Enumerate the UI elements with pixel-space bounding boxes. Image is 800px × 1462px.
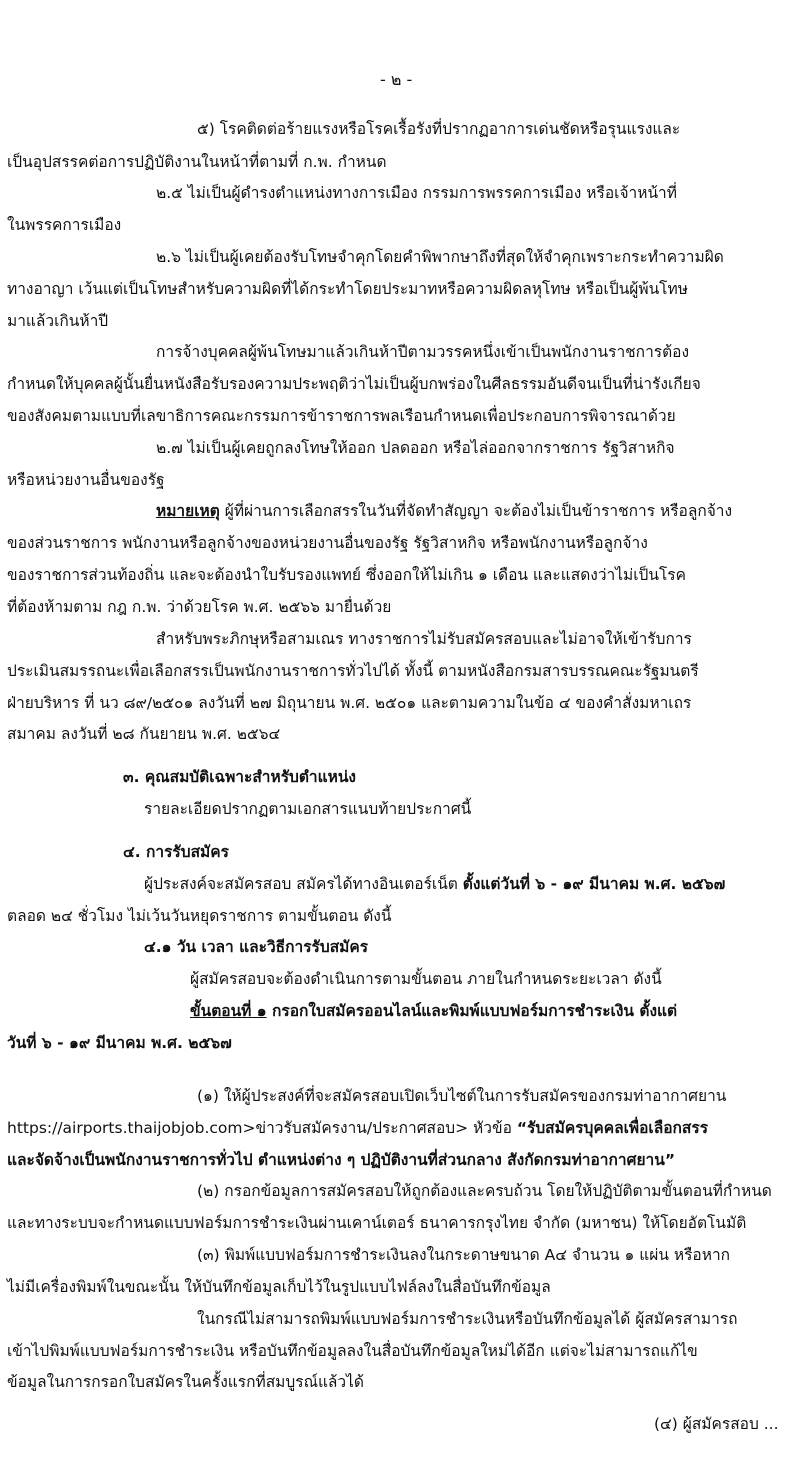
note-text: ผู้ที่ผ่านการเลือกสรรในวันที่จัดทำสัญญา จะต้องไม่เป็นข้าราชการ หรือลูกจ้าง	[219, 502, 733, 520]
topic-title: “รับสมัครบุคคลเพื่อเลือกสรร	[516, 1119, 709, 1137]
qual-line: เป็นอุปสรรคต่อการปฏิบัติงานในหน้าที่ตามที่ ก.พ. กำหนด	[7, 153, 387, 171]
section-4-line	[144, 874, 725, 894]
subsection-4-1-title: ๔.๑ วัน เวลา และวิธีการรับสมัคร	[144, 938, 369, 956]
hire-line: ของสังคมตามแบบที่เลขาธิการคณะกรรมการข้าราชการพลเรือนกำหนดเพื่อประกอบการพิจารณาด้วย	[7, 407, 676, 425]
website-url: https://airports.thaijobjob.com>ข่าวรับสมัครงาน/ประกาศสอบ> หัวข้อ	[7, 1119, 517, 1137]
monk-line: ประเมินสมรรถนะเพื่อเลือกสรรเป็นพนักงานราชการทั่วไปได้ ทั้งนี้ ตามหนังสือกรมสารบรรณคณะรัฐมนตรี	[7, 662, 699, 680]
step-item-3-line: ไม่มีเครื่องพิมพ์ในขณะนั้น ให้บันทึกข้อมูลเก็บไว้ในรูปแบบไฟล์ลงในสื่อบันทึกข้อมูล	[7, 1278, 551, 1296]
step-item-2: (๒) กรอกข้อมูลการสมัครสอบให้ถูกต้องและครบถ้วน โดยให้ปฏิบัติตามขั้นตอนที่กำหนด	[197, 1182, 772, 1200]
step-1-label: ขั้นตอนที่ ๑	[190, 1002, 267, 1020]
qual-2-5: ๒.๕ ไม่เป็นผู้ดำรงตำแหน่งทางการเมือง กรรมการพรรคการเมือง หรือเจ้าหน้าที่	[156, 184, 677, 202]
section-4-title: ๔. การรับสมัคร	[123, 843, 229, 861]
hire-paragraph: การจ้างบุคคลผู้พ้นโทษมาแล้วเกินห้าปีตามวรรคหนึ่งเข้าเป็นพนักงานราชการต้อง	[156, 343, 690, 361]
step-item-1: (๑) ให้ผู้ประสงค์ที่จะสมัครสอบเปิดเว็บไซต์ในการรับสมัครของกรมท่าอากาศยาน	[197, 1087, 727, 1105]
qual-line: ในพรรคการเมือง	[7, 216, 122, 234]
qual-line: หรือหน่วยงานอื่นของรัฐ	[7, 471, 165, 489]
note-line: ที่ต้องห้ามตาม กฎ ก.พ. ว่าด้วยโรค พ.ศ. ๒๕๖๖ มายื่นด้วย	[7, 598, 392, 616]
qual-2-6: ๒.๖ ไม่เป็นผู้เคยต้องรับโทษจำคุกโดยคำพิพากษาถึงที่สุดให้จำคุกเพราะกระทำความผิด	[156, 248, 724, 266]
monk-line: สมาคม ลงวันที่ ๒๘ กันยายน พ.ศ. ๒๕๖๔	[7, 725, 281, 743]
section-4-line: ตลอด ๒๔ ชั่วโมง ไม่เว้นวันหยุดราชการ ตามขั้นตอน ดังนี้	[7, 907, 392, 925]
hire-line: กำหนดให้บุคคลผู้นั้นยื่นหนังสือรับรองความประพฤติว่าไม่เป็นผู้บกพร่องในศีลธรรมอันดีจนเป็นที่น่ารังเกียจ	[7, 375, 701, 393]
step-1-text: กรอกใบสมัครออนไลน์และพิมพ์แบบฟอร์มการชำระเงิน ตั้งแต่	[266, 1002, 678, 1020]
section-3-title: ๓. คุณสมบัติเฉพาะสำหรับตำแหน่ง	[123, 768, 356, 786]
monk-line: ฝ่ายบริหาร ที่ นว ๘๙/๒๕๐๑ ลงวันที่ ๒๗ มิถุนายน พ.ศ. ๒๕๐๑ และตามความในข้อ ๔ ของคำสั่งมหาเถร	[7, 694, 692, 712]
page-number: - ๒ -	[380, 70, 413, 89]
step-note: ในกรณีไม่สามารถพิมพ์แบบฟอร์มการชำระเงินหรือบันทึกข้อมูลได้ ผู้สมัครสามารถ	[197, 1310, 738, 1328]
step-note-line: เข้าไปพิมพ์แบบฟอร์มการชำระเงิน หรือบันทึกข้อมูลลงในสื่อบันทึกข้อมูลใหม่ได้อีก แต่จะไม่สามารถแก้ไข	[7, 1342, 698, 1360]
step-1-line	[190, 1001, 677, 1021]
step-1-date: วันที่ ๖ - ๑๙ มีนาคม พ.ศ. ๒๕๖๗	[7, 1034, 232, 1052]
apply-text: ผู้ประสงค์จะสมัครสอบ สมัครได้ทางอินเตอร์เน็ต	[144, 875, 463, 893]
note-line: ของส่วนราชการ พนักงานหรือลูกจ้างของหน่วยงานอื่นของรัฐ รัฐวิสาหกิจ หรือพนักงานหรือลูกจ้าง	[7, 534, 648, 552]
subsection-4-1-body: ผู้สมัครสอบจะต้องดำเนินการตามขั้นตอน ภายในกำหนดระยะเวลา ดังนี้	[190, 970, 662, 988]
step-item-3: (๓) พิมพ์แบบฟอร์มการชำระเงินลงในกระดาษขนาด A๔ จำนวน ๑ แผ่น หรือหาก	[197, 1246, 731, 1264]
step-item-1-line	[7, 1118, 708, 1138]
note-line: ของราชการส่วนท้องถิ่น และจะต้องนำใบรับรองแพทย์ ซึ่งออกให้ไม่เกิน ๑ เดือน และแสดงว่าไม่เป็นโรค	[7, 566, 686, 584]
continuation: (๔) ผู้สมัครสอบ ...	[654, 1415, 779, 1433]
step-item-2-line: และทางระบบจะกำหนดแบบฟอร์มการชำระเงินผ่านเคาน์เตอร์ ธนาคารกรุงไทย จำกัด (มหาชน) ให้โดยอัตโนมัติ	[7, 1214, 747, 1232]
note-line	[156, 501, 732, 521]
qual-line: มาแล้วเกินห้าปี	[7, 312, 109, 330]
qual-line: ๕) โรคติดต่อร้ายแรงหรือโรคเรื้อรังที่ปรากฏอาการเด่นชัดหรือรุนแรงและ	[197, 120, 681, 138]
step-note-line: ข้อมูลในการกรอกใบสมัครในครั้งแรกที่สมบูรณ์แล้วได้	[7, 1373, 364, 1391]
section-3-body: รายละเอียดปรากฏตามเอกสารแนบท้ายประกาศนี้	[144, 800, 472, 818]
apply-dates: ตั้งแต่วันที่ ๖ - ๑๙ มีนาคม พ.ศ. ๒๕๖๗	[462, 875, 726, 893]
monk-paragraph: สำหรับพระภิกษุหรือสามเณร ทางราชการไม่รับสมัครสอบและไม่อาจให้เข้ารับการ	[156, 630, 692, 648]
note-label: หมายเหตุ	[156, 502, 220, 520]
qual-line: ทางอาญา เว้นแต่เป็นโทษสำหรับความผิดที่ได้กระทำโดยประมาทหรือความผิดลหุโทษ หรือเป็นผู้พ้นโทษ	[7, 280, 688, 298]
qual-2-7: ๒.๗ ไม่เป็นผู้เคยถูกลงโทษให้ออก ปลดออก หรือไล่ออกจากราชการ รัฐวิสาหกิจ	[156, 439, 675, 457]
step-item-1-line: และจัดจ้างเป็นพนักงานราชการทั่วไป ตำแหน่งต่าง ๆ ปฏิบัติงานที่ส่วนกลาง สังกัดกรมท่าอากาศยาน”	[7, 1151, 676, 1169]
